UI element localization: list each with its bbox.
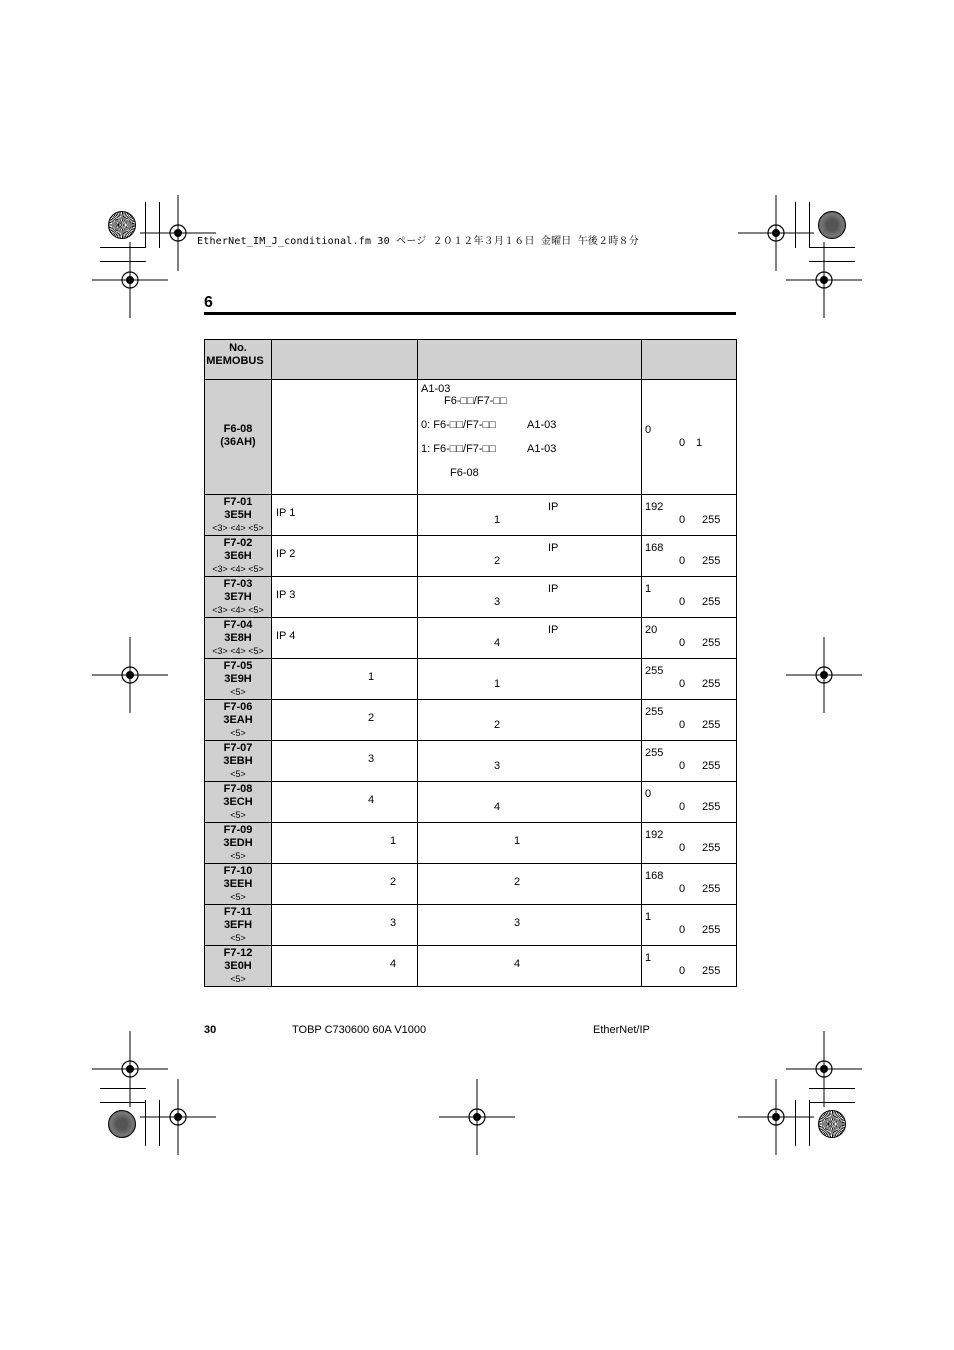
param-range-cell [642, 380, 737, 495]
header-range-cell [642, 340, 737, 380]
param-desc-cell [418, 946, 642, 987]
param-name: IP 2 [276, 548, 296, 560]
param-range-cell [642, 741, 737, 782]
desc-line: A1-03 [527, 443, 557, 455]
param-range-cell [642, 618, 737, 659]
table-row [205, 536, 737, 577]
param-name: 2 [368, 712, 375, 724]
param-desc-cell [418, 495, 642, 536]
param-desc-cell [418, 823, 642, 864]
table-row-f608 [205, 380, 737, 495]
param-addr: 3EEH [223, 878, 253, 890]
param-addr: 3EDH [223, 837, 253, 849]
param-desc-cell [418, 536, 642, 577]
desc-line: F6-□□/F7-□□ [444, 395, 507, 407]
param-name-cell [272, 495, 418, 536]
param-addr: (36AH) [220, 436, 256, 448]
default-value: 192 [645, 501, 664, 513]
param-name-cell [272, 823, 418, 864]
param-no-cell [205, 700, 272, 741]
range-max: 1 [696, 437, 703, 449]
desc-line: 1 [494, 678, 501, 690]
table-row [205, 823, 737, 864]
param-no-cell [205, 741, 272, 782]
param-name: 3 [390, 917, 397, 929]
param-no-cell [205, 536, 272, 577]
desc-line: 3 [514, 917, 521, 929]
param-range-cell [642, 659, 737, 700]
range-max: 255 [702, 842, 721, 854]
default-value: 168 [645, 542, 664, 554]
table-row [205, 864, 737, 905]
param-no: F7-06 [223, 701, 253, 713]
param-desc-cell [418, 741, 642, 782]
param-desc-cell [418, 380, 642, 495]
range-max: 255 [702, 924, 721, 936]
header-no: No. [229, 342, 247, 354]
default-value: 1 [645, 952, 652, 964]
param-no: F7-11 [223, 906, 253, 918]
param-name-cell [272, 741, 418, 782]
param-no: F7-04 [223, 619, 253, 631]
desc-line: 1: F6-□□/F7-□□ [421, 443, 496, 455]
param-range-cell [642, 905, 737, 946]
param-no-cell [205, 864, 272, 905]
param-name-cell [272, 659, 418, 700]
param-name: 1 [390, 835, 397, 847]
desc-line: IP [548, 542, 559, 554]
desc-line: A1-03 [421, 383, 451, 395]
param-desc-cell [418, 659, 642, 700]
desc-line: F6-08 [450, 467, 479, 479]
param-tag: <5> [230, 933, 246, 943]
param-addr: 3E7H [224, 591, 252, 603]
param-no: F7-10 [223, 865, 253, 877]
param-name: 2 [390, 876, 397, 888]
table-row [205, 618, 737, 659]
param-desc-cell [418, 618, 642, 659]
param-no-cell [205, 823, 272, 864]
param-tag: <5> [230, 851, 246, 861]
param-no-cell [205, 905, 272, 946]
param-no-cell [205, 659, 272, 700]
table-row [205, 577, 737, 618]
param-range-cell [642, 700, 737, 741]
range-min: 0 [679, 596, 686, 608]
range-min: 0 [679, 637, 686, 649]
param-name-cell [272, 380, 418, 495]
param-tag: <3> <4> <5> [212, 646, 264, 656]
desc-line: 2 [494, 555, 501, 567]
desc-line: 0: F6-□□/F7-□□ [421, 419, 496, 431]
footer-product: EtherNet/IP [593, 1024, 650, 1036]
table-row [205, 495, 737, 536]
param-tag: <5> [230, 810, 246, 820]
desc-line: A1-03 [527, 419, 557, 431]
range-max: 255 [702, 719, 721, 731]
param-tag: <3> <4> <5> [212, 605, 264, 615]
param-no-cell [205, 946, 272, 987]
param-no: F7-01 [223, 496, 253, 508]
parameter-table [204, 339, 737, 987]
default-value: 0 [645, 424, 652, 436]
desc-line: 1 [494, 514, 501, 526]
default-value: 255 [645, 665, 664, 677]
param-no: F7-05 [223, 660, 253, 672]
param-name-cell [272, 864, 418, 905]
desc-line: 2 [514, 876, 521, 888]
param-name-cell [272, 782, 418, 823]
param-name: IP 3 [276, 589, 296, 601]
param-no: F7-12 [223, 947, 253, 959]
desc-line: 1 [514, 835, 521, 847]
param-tag: <5> [230, 728, 246, 738]
table-header-row [205, 340, 737, 380]
param-range-cell [642, 577, 737, 618]
range-min: 0 [679, 842, 686, 854]
default-value: 192 [645, 829, 664, 841]
print-header: EtherNet_IM_J_conditional.fm 30 ページ ２０１２年３月１６日 金曜日 午後２時８分 [197, 236, 639, 247]
param-desc-cell [418, 864, 642, 905]
param-tag: <5> [230, 687, 246, 697]
range-min: 0 [679, 555, 686, 567]
param-name-cell [272, 905, 418, 946]
param-no: F6-08 [223, 423, 253, 435]
table-row [205, 905, 737, 946]
chapter-rule [204, 312, 736, 315]
param-name-cell [272, 700, 418, 741]
param-range-cell [642, 495, 737, 536]
param-addr: 3EBH [223, 755, 253, 767]
param-tag: <5> [230, 892, 246, 902]
range-max: 255 [702, 514, 721, 526]
range-min: 0 [679, 801, 686, 813]
header-name-cell [272, 340, 418, 380]
desc-line: IP [548, 501, 559, 513]
desc-line: 4 [514, 958, 521, 970]
param-desc-cell [418, 905, 642, 946]
table-body [205, 495, 737, 987]
range-min: 0 [679, 760, 686, 772]
table-row [205, 782, 737, 823]
footer-doc-number: TOBP C730600 60A V1000 [292, 1024, 427, 1036]
param-addr: 3E9H [224, 673, 252, 685]
range-max: 255 [702, 883, 721, 895]
table-row [205, 659, 737, 700]
desc-line: IP [548, 624, 559, 636]
param-addr: 3E5H [224, 509, 252, 521]
chapter-number: 6 [204, 294, 213, 311]
range-max: 255 [702, 555, 721, 567]
range-max: 255 [702, 678, 721, 690]
range-min: 0 [679, 719, 686, 731]
range-min: 0 [679, 678, 686, 690]
range-max: 255 [702, 596, 721, 608]
param-name: 4 [368, 794, 375, 806]
table-row [205, 946, 737, 987]
desc-line: 3 [494, 596, 501, 608]
desc-line: 4 [494, 801, 501, 813]
param-addr: 3EAH [223, 714, 253, 726]
header-memobus: MEMOBUS [206, 355, 264, 367]
default-value: 20 [645, 624, 658, 636]
param-no-cell [205, 577, 272, 618]
param-desc-cell [418, 782, 642, 823]
header-no-cell [205, 340, 272, 380]
default-value: 0 [645, 788, 652, 800]
desc-line: IP [548, 583, 559, 595]
param-name-cell [272, 536, 418, 577]
desc-line: 4 [494, 637, 501, 649]
range-max: 255 [702, 760, 721, 772]
range-min: 0 [679, 437, 686, 449]
param-desc-cell [418, 577, 642, 618]
param-desc-cell [418, 700, 642, 741]
range-min: 0 [679, 883, 686, 895]
param-name-cell [272, 946, 418, 987]
param-no-cell [205, 495, 272, 536]
header-desc-cell [418, 340, 642, 380]
default-value: 255 [645, 747, 664, 759]
param-name: 3 [368, 753, 375, 765]
param-addr: 3ECH [223, 796, 253, 808]
param-addr: 3E6H [224, 550, 252, 562]
range-min: 0 [679, 514, 686, 526]
param-tag: <5> [230, 769, 246, 779]
param-tag: <5> [230, 974, 246, 984]
desc-line: 3 [494, 760, 501, 772]
range-max: 255 [702, 965, 721, 977]
param-no: F7-07 [223, 742, 253, 754]
default-value: 255 [645, 706, 664, 718]
param-name-cell [272, 618, 418, 659]
default-value: 168 [645, 870, 664, 882]
param-range-cell [642, 782, 737, 823]
param-no: F7-02 [223, 537, 253, 549]
param-no: F7-09 [223, 824, 253, 836]
range-max: 255 [702, 801, 721, 813]
param-name: 1 [368, 671, 375, 683]
range-min: 0 [679, 924, 686, 936]
param-no-cell [205, 618, 272, 659]
param-range-cell [642, 536, 737, 577]
default-value: 1 [645, 911, 652, 923]
param-name: IP 1 [276, 507, 296, 519]
param-addr: 3E0H [224, 960, 252, 972]
param-name: 4 [390, 958, 397, 970]
param-no-cell [205, 782, 272, 823]
param-range-cell [642, 946, 737, 987]
param-tag: <3> <4> <5> [212, 564, 264, 574]
param-name-cell [272, 577, 418, 618]
param-range-cell [642, 823, 737, 864]
param-no: F7-08 [223, 783, 253, 795]
param-no: F7-03 [223, 578, 253, 590]
desc-line: 2 [494, 719, 501, 731]
param-addr: 3E8H [224, 632, 252, 644]
param-name: IP 4 [276, 630, 296, 642]
param-no-cell [205, 380, 272, 495]
table-row [205, 700, 737, 741]
range-max: 255 [702, 637, 721, 649]
default-value: 1 [645, 583, 652, 595]
param-addr: 3EFH [223, 919, 253, 931]
footer-page-number: 30 [204, 1024, 217, 1036]
param-tag: <3> <4> <5> [212, 523, 264, 533]
range-min: 0 [679, 965, 686, 977]
table-row [205, 741, 737, 782]
param-range-cell [642, 864, 737, 905]
